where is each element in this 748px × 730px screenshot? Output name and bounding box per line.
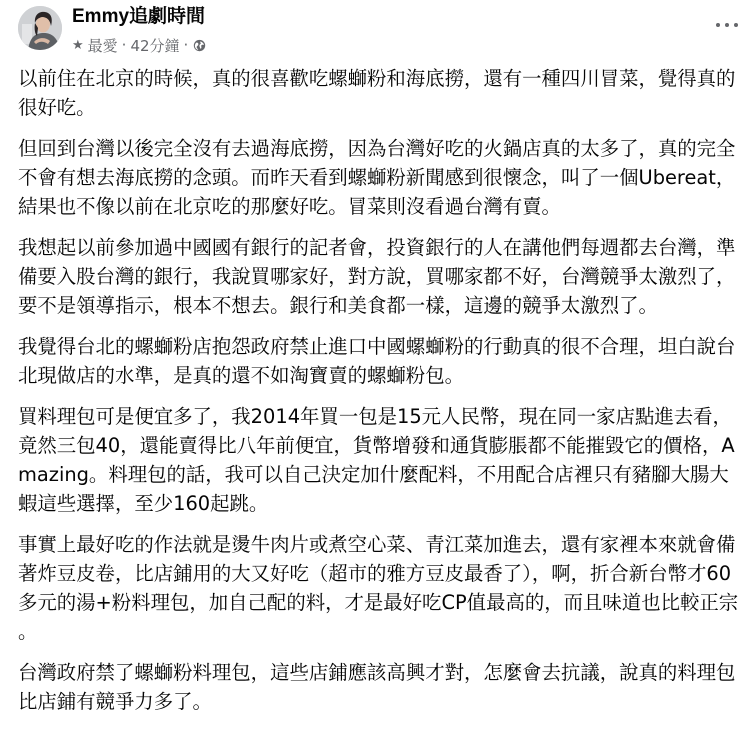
favorite-label: 最愛 [87,36,118,55]
post-paragraph: 我覺得台北的螺螄粉店抱怨政府禁止進口中國螺螄粉的行動真的很不合理，坦白說台北現做店的水準，是真的還不如淘寶賣的螺螄粉包。 [18,335,736,387]
post-header [0,0,748,62]
meta-separator: · [183,36,189,54]
more-horizontal-icon [725,23,729,27]
more-horizontal-icon [716,23,720,27]
star-icon: ★ [72,37,84,53]
globe-icon[interactable] [193,39,206,52]
post-paragraph: 我想起以前參加過中國國有銀行的記者會，投資銀行的人在講他們每週都去台灣，準備要入股台灣的銀行，我說買哪家好，對方說，買哪家都不好，台灣競爭太激烈了，要不是領導指示，根本不想去。銀行和美食都一樣，這邊的競爭太激烈了。 [18,236,736,317]
post-meta [72,35,206,55]
post-timestamp[interactable]: 42分鐘 [130,36,180,55]
post-paragraph: 事實上最好吃的作法就是燙牛肉片或煮空心菜、青江菜加進去，還有家裡本來就會備著炸豆皮卷，比店鋪用的大又好吃（超市的雅方豆皮最香了），啊，折合新台幣才60多元的湯+粉料理包，加自己配的料，才是最好吃CP值最高的，而且味道也比較正宗。 [18,533,739,643]
more-horizontal-icon [734,23,738,27]
more-options-button[interactable] [716,18,738,32]
post-paragraph: 以前住在北京的時候，真的很喜歡吃螺螄粉和海底撈，還有一種四川冒菜，覺得真的很好吃。 [18,67,736,119]
avatar-image [18,6,62,50]
meta-separator: · [121,36,127,54]
post-body [18,64,740,728]
avatar[interactable] [18,6,62,50]
author-name[interactable]: Emmy追劇時間 [72,6,206,27]
post-paragraph: 但回到台灣以後完全沒有去過海底撈，因為台灣好吃的火鍋店真的太多了，真的完全不會有想去海底撈的念頭。而昨天看到螺螄粉新聞感到很懷念，叫了一個Ubereat，結果也不像以前在北京吃的那麼好吃。冒菜則沒看過台灣有賣。 [18,137,736,218]
post-paragraph: 買料理包可是便宜多了，我2014年買一包是15元人民幣，現在同一家店點進去看，竟然三包40，還能賣得比八年前便宜，貨幣增發和通貨膨脹都不能摧毀它的價格，Amazing。料理包的話，我可以自己決定加什麼配料，不用配合店裡只有豬腳大腸大蝦這些選擇，至少160起跳。 [18,405,735,515]
post-paragraph: 台灣政府禁了螺螄粉料理包，這些店鋪應該高興才對，怎麼會去抗議，說真的料理包比店鋪有競爭力多了。 [18,661,736,713]
